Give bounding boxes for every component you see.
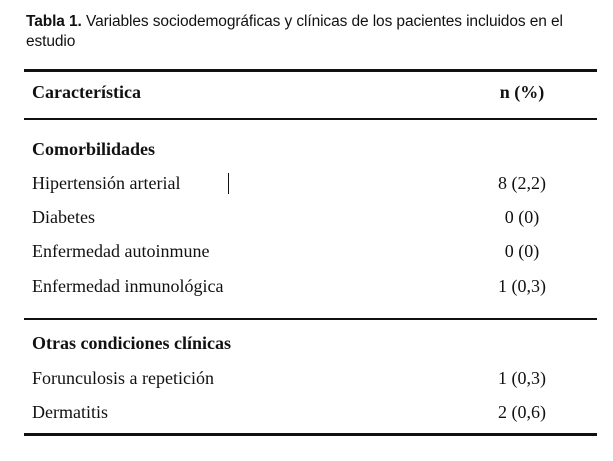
- row-label: Dermatitis: [32, 402, 108, 422]
- section-title: Comorbilidades: [32, 139, 156, 159]
- row-label: Forunculosis a repetición: [32, 368, 214, 388]
- row-value: 8 (2,2): [498, 173, 546, 193]
- top-rule: [24, 69, 597, 72]
- row-label: Enfermedad inmunológica: [32, 276, 224, 296]
- table-row: [32, 274, 592, 298]
- section-title-comorbidities: [32, 137, 592, 161]
- row-label: Diabetes: [32, 207, 95, 227]
- table-number: Tabla 1.: [26, 13, 82, 30]
- table-row: [32, 239, 592, 263]
- section-rule: [24, 318, 597, 320]
- row-value: 2 (0,6): [498, 402, 546, 422]
- table-row: [32, 205, 592, 229]
- table-row: [32, 366, 592, 390]
- header-count: n (%): [499, 82, 545, 102]
- row-value: 1 (0,3): [498, 368, 546, 388]
- row-label: Hipertensión arterial: [32, 173, 181, 193]
- section-title-other-conditions: [32, 331, 592, 355]
- section-title: Otras condiciones clínicas: [32, 333, 231, 353]
- table-caption: [26, 12, 601, 52]
- table-row: [32, 400, 592, 424]
- row-value: 1 (0,3): [498, 276, 546, 296]
- row-label: Enfermedad autoinmune: [32, 241, 210, 261]
- table-title: Variables sociodemográficas y clínicas de los pacientes incluidos en el estudio: [26, 13, 563, 50]
- text-cursor: [228, 173, 229, 194]
- bottom-rule: [24, 433, 597, 436]
- row-value: 0 (0): [504, 241, 540, 261]
- header-row: [32, 80, 592, 104]
- table-row: [32, 171, 592, 195]
- header-rule: [24, 118, 597, 120]
- row-value: 0 (0): [504, 207, 540, 227]
- header-characteristic: Característica: [32, 82, 141, 102]
